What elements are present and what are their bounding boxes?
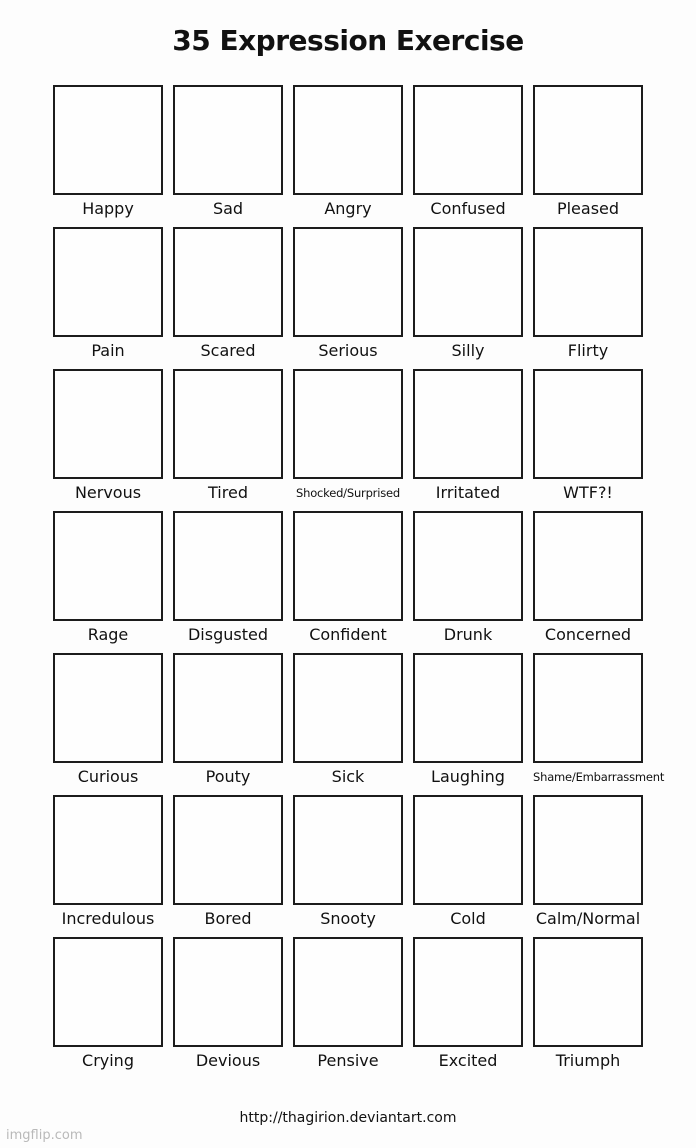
expression-label: Cold: [450, 909, 486, 928]
expression-cell: [173, 511, 283, 653]
credit-url: http://thagirion.deviantart.com: [239, 1110, 457, 1126]
expression-cell: [53, 653, 163, 795]
expression-box: [413, 511, 523, 621]
expression-box: [293, 795, 403, 905]
expression-box: [413, 795, 523, 905]
expression-cell: [173, 937, 283, 1079]
expression-label: Devious: [195, 1051, 261, 1070]
expression-label: Nervous: [74, 483, 142, 502]
expression-box: [413, 937, 523, 1047]
expression-label: Triumph: [555, 1051, 621, 1070]
expression-label: Shame/Embarrassment: [533, 770, 665, 784]
expression-label: Bored: [204, 909, 252, 928]
expression-box: [173, 937, 283, 1047]
expression-label: Pouty: [205, 767, 251, 786]
expression-box: [53, 511, 163, 621]
expression-cell: [53, 937, 163, 1079]
expression-cell: [53, 227, 163, 369]
expression-label: Irritated: [435, 483, 501, 502]
expression-box: [53, 85, 163, 195]
expression-cell: [533, 937, 643, 1079]
expression-box: [53, 227, 163, 337]
expression-box: [533, 369, 643, 479]
expression-cell: [173, 653, 283, 795]
expression-cell: [53, 511, 163, 653]
expression-box: [53, 369, 163, 479]
expression-box: [533, 511, 643, 621]
expression-cell: [413, 653, 523, 795]
expression-box: [533, 227, 643, 337]
expression-label: Happy: [82, 199, 134, 218]
expression-cell: [173, 369, 283, 511]
expression-label: Silly: [451, 341, 485, 360]
expression-label: Laughing: [431, 767, 505, 786]
expression-box: [173, 653, 283, 763]
expression-cell: [293, 227, 403, 369]
expression-cell: [533, 795, 643, 937]
expression-label: Pain: [91, 341, 125, 360]
expression-label: Calm/Normal: [535, 909, 641, 928]
expression-label: Curious: [77, 767, 139, 786]
expression-box: [293, 227, 403, 337]
expression-cell: [293, 795, 403, 937]
expression-cell: [293, 511, 403, 653]
expression-label: Excited: [438, 1051, 498, 1070]
expression-label: Confused: [430, 199, 506, 218]
expression-cell: [533, 85, 643, 227]
expression-box: [173, 369, 283, 479]
expression-box: [53, 795, 163, 905]
expression-label: Drunk: [443, 625, 493, 644]
expression-cell: [293, 369, 403, 511]
expression-cell: [533, 511, 643, 653]
expression-cell: [413, 937, 523, 1079]
expression-label: Scared: [200, 341, 256, 360]
expression-cell: [293, 85, 403, 227]
expression-box: [533, 795, 643, 905]
expression-box: [533, 937, 643, 1047]
expression-label: WTF?!: [563, 483, 613, 502]
expression-box: [413, 227, 523, 337]
expression-cell: [413, 85, 523, 227]
expression-box: [533, 653, 643, 763]
expression-cell: [173, 227, 283, 369]
expression-cell: [533, 653, 665, 795]
expression-box: [173, 511, 283, 621]
expression-label: Tired: [208, 483, 248, 502]
expression-box: [293, 85, 403, 195]
expression-label: Concerned: [544, 625, 632, 644]
expression-cell: [413, 511, 523, 653]
expression-box: [173, 85, 283, 195]
expression-cell: [413, 227, 523, 369]
expression-label: Disgusted: [187, 625, 268, 644]
expression-box: [293, 369, 403, 479]
imgflip-watermark: imgflip.com: [6, 1128, 83, 1143]
expression-box: [533, 85, 643, 195]
expression-label: Flirty: [567, 341, 609, 360]
expression-cell: [53, 795, 163, 937]
expression-grid: [53, 85, 665, 1079]
expression-label: Confident: [309, 625, 387, 644]
expression-box: [293, 653, 403, 763]
expression-box: [413, 653, 523, 763]
expression-cell: [53, 369, 163, 511]
expression-label: Snooty: [320, 909, 376, 928]
expression-cell: [293, 653, 403, 795]
expression-cell: [413, 369, 523, 511]
expression-box: [293, 937, 403, 1047]
expression-box: [173, 795, 283, 905]
expression-label: Rage: [87, 625, 129, 644]
expression-label: Sad: [212, 199, 244, 218]
expression-cell: [53, 85, 163, 227]
expression-box: [53, 937, 163, 1047]
expression-cell: [293, 937, 403, 1079]
expression-cell: [533, 369, 643, 511]
expression-box: [173, 227, 283, 337]
expression-box: [413, 85, 523, 195]
expression-label: Pleased: [556, 199, 620, 218]
expression-cell: [533, 227, 643, 369]
expression-cell: [173, 795, 283, 937]
expression-box: [53, 653, 163, 763]
page-title: 35 Expression Exercise: [172, 24, 524, 57]
expression-label: Crying: [82, 1051, 134, 1070]
expression-label: Sick: [331, 767, 365, 786]
expression-label: Serious: [318, 341, 378, 360]
expression-box: [413, 369, 523, 479]
expression-label: Pensive: [317, 1051, 379, 1070]
expression-label: Incredulous: [61, 909, 155, 928]
expression-label: Angry: [324, 199, 372, 218]
expression-cell: [173, 85, 283, 227]
expression-label: Shocked/Surprised: [296, 486, 400, 500]
expression-box: [293, 511, 403, 621]
expression-cell: [413, 795, 523, 937]
